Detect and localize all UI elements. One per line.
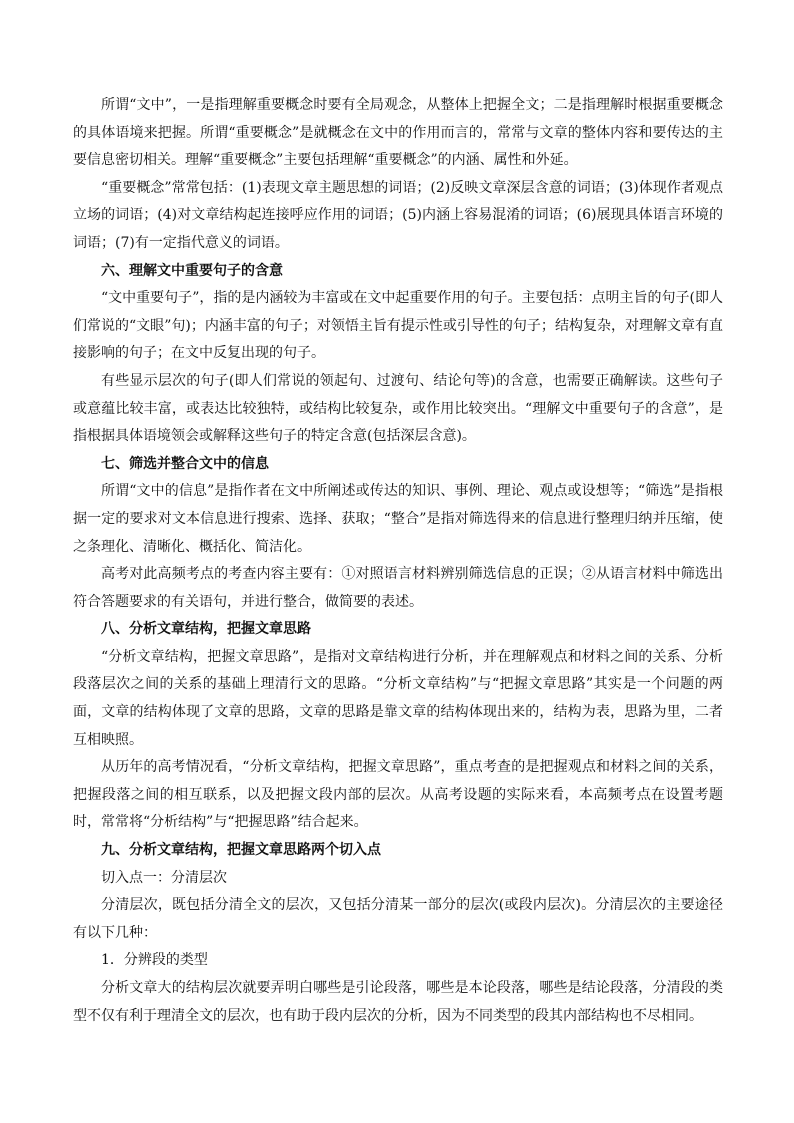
paragraph-important-sentences: “文中重要句子”，指的是内涵较为丰富或在文中起重要作用的句子。主要包括：点明主旨的句子(即人们常说的“文眼”句)；内涵丰富的句子；对领悟主旨有提示性或引导性的句子；结构复杂，对理解文章有直接影响的句子；在文中反复出现的句子。 bbox=[73, 290, 723, 362]
paragraph-information-definition: 所谓“文中的信息”是指作者在文中所阐述或传达的知识、事例、理论、观点或设想等；“筛选”是指根据一定的要求对文本信息进行搜索、选择、获取；“整合”是指对筛选得来的信息进行整理归纳并压缩，使之条理化、清晰化、概括化、简洁化。 bbox=[73, 483, 723, 555]
paragraph-concept-types: “重要概念”常常包括：(1)表现文章主题思想的词语；(2)反映文章深层含意的词语；(3)体现作者观点立场的词语；(4)对文章结构起连接呼应作用的词语；(5)内涵上容易混淆的词语；(6)展现具体语言环境的词语；(7)有一定指代意义的词语。 bbox=[73, 179, 723, 251]
heading-section-8: 八、分析文章结构，把握文章思路 bbox=[101, 621, 311, 638]
heading-section-9: 九、分析文章结构，把握文章思路两个切入点 bbox=[101, 842, 381, 859]
paragraph-exam-history: 从历年的高考情况看，“分析文章结构，把握文章思路”，重点考查的是把握观点和材料之间的关系，把握段落之间的相互联系，以及把握文段内部的层次。从高考设题的实际来看，本高频考点在设置考题时，常常将“分析结构”与“把握思路”结合起来。 bbox=[73, 759, 723, 831]
paragraph-distinguish-levels: 分清层次，既包括分清全文的层次，又包括分清某一部分的层次(或段内层次)。分清层次的主要途径有以下几种： bbox=[73, 897, 723, 941]
paragraph-entry-point-1: 切入点一：分清层次 bbox=[101, 869, 227, 886]
paragraph-item-1: 1．分辨段的类型 bbox=[101, 952, 208, 969]
paragraph-wenzhong-definition: 所谓“文中”，一是指理解重要概念时要有全局观念，从整体上把握全文；二是指理解时根据重要概念的具体语境来把握。所谓“重要概念”是就概念在文中的作用而言的，常常与文章的整体内容和要传达的主要信息密切相关。理解“重要概念”主要包括理解“重要概念”的内涵、属性和外延。 bbox=[73, 97, 723, 169]
paragraph-structure-definition: “分析文章结构，把握文章思路”，是指对文章结构进行分析，并在理解观点和材料之间的关系、分析段落层次之间的关系的基础上理清行文的思路。“分析文章结构”与“把握文章思路”其实是一个问题的两面，文章的结构体现了文章的思路，文章的思路是靠文章的结构体现出来的，结构为表，思路为里，二者互相映照。 bbox=[73, 648, 723, 748]
document-body bbox=[73, 92, 723, 1030]
paragraph-exam-content: 高考对此高频考点的考查内容主要有：①对照语言材料辨别筛选信息的正误；②从语言材料中筛选出符合答题要求的有关语句，并进行整合，做简要的表述。 bbox=[73, 566, 723, 610]
paragraph-paragraph-types: 分析文章大的结构层次就要弄明白哪些是引论段落，哪些是本论段落，哪些是结论段落，分清段的类型不仅有利于理清全文的层次，也有助于段内层次的分析，因为不同类型的段其内部结构也不尽相同。 bbox=[73, 980, 723, 1024]
paragraph-level-sentences: 有些显示层次的句子(即人们常说的领起句、过渡句、结论句等)的含意，也需要正确解读。这些句子或意蕴比较丰富，或表达比较独特，或结构比较复杂，或作用比较突出。“理解文中重要句子的含意”，是指根据具体语境领会或解释这些句子的特定含意(包括深层含意)。 bbox=[73, 372, 723, 445]
heading-section-7: 七、筛选并整合文中的信息 bbox=[101, 455, 269, 472]
heading-section-6: 六、理解文中重要句子的含意 bbox=[101, 262, 283, 279]
